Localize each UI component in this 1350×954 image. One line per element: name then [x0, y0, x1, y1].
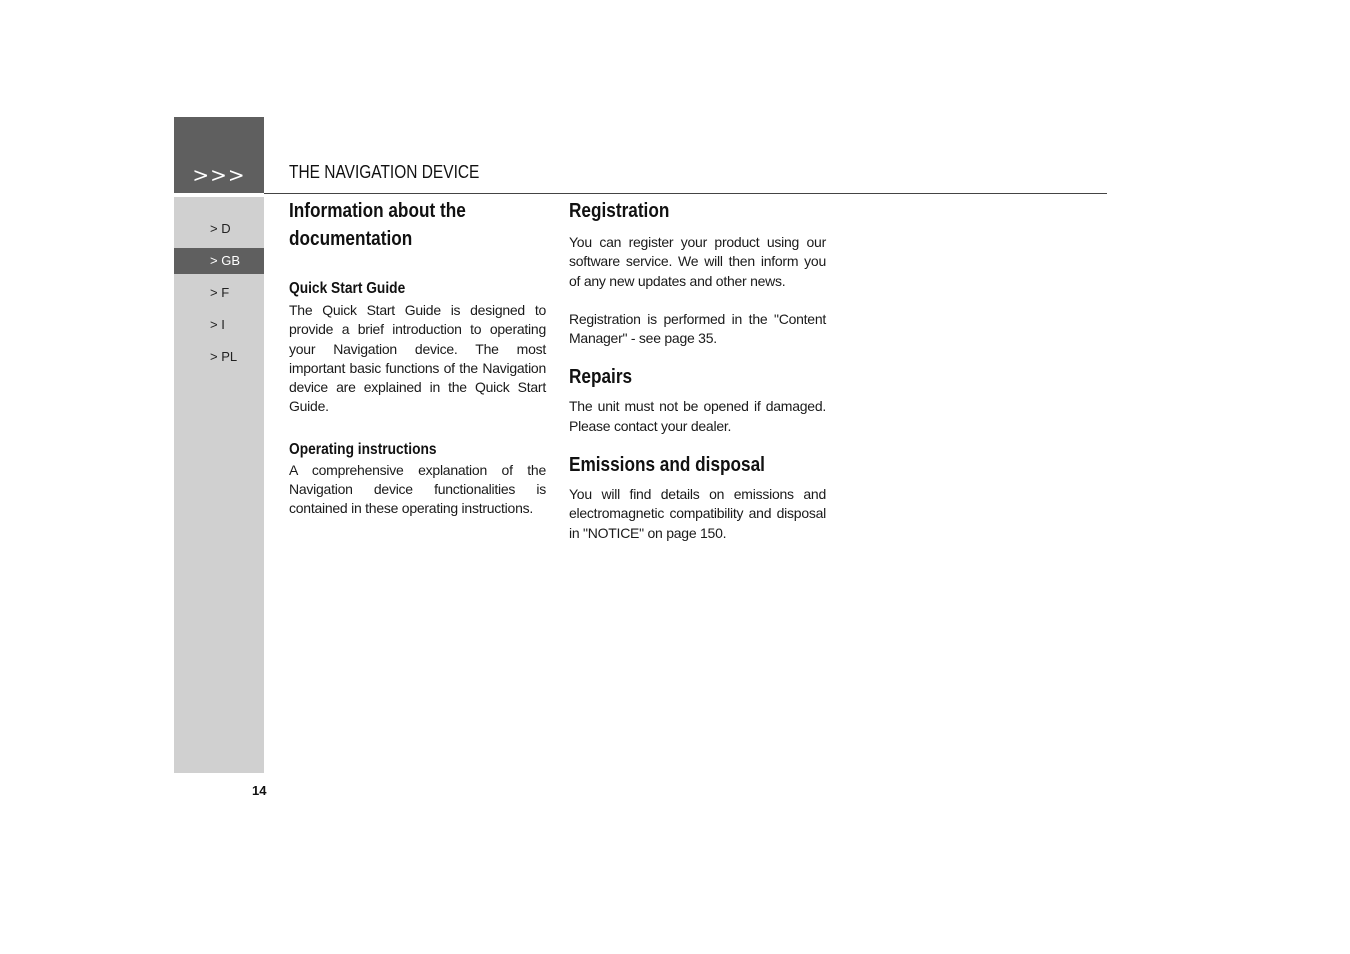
header-divider [264, 193, 1107, 194]
chevrons-icon: >>> [192, 163, 246, 187]
quick-start-text: The Quick Start Guide is designed to provide a brief introduction to operating your Navigation device. The most important basic functions of the Navigation device are explained in the Quick Start Guide. [289, 302, 546, 415]
operating-instructions-heading: Operating instructions [289, 440, 437, 458]
repairs-text: The unit must not be opened if damaged. Please contact your dealer. [569, 398, 826, 434]
registration-text: You can register your product using our software service. We will then inform you of any new updates and other news. [569, 234, 826, 289]
operating-instructions-text: A comprehensive explanation of the Navigation device functionalities is contained in these operating instructions. [289, 461, 546, 517]
language-list [174, 216, 264, 376]
section-title: THE NAVIGATION DEVICE [289, 162, 480, 182]
language-tab-d[interactable]: > D [210, 221, 231, 236]
emissions-text: You will find details on emissions and electromagnetic compatibility and disposal in "NOTICE" on page 150. [569, 486, 826, 541]
registration-heading: Registration [569, 200, 670, 222]
emissions-heading: Emissions and disposal [569, 454, 765, 477]
header-block [174, 117, 264, 193]
language-tab-gb[interactable]: > GB [174, 248, 264, 274]
registration-location-text: Registration is performed in the "Content Manager" - see page 35. [569, 310, 826, 347]
language-sidebar [174, 197, 264, 773]
page-number: 14 [252, 783, 267, 798]
right-column [569, 197, 826, 543]
quick-start-heading: Quick Start Guide [289, 280, 406, 297]
language-tab-pl[interactable]: > PL [210, 349, 238, 364]
left-column [289, 197, 546, 519]
documentation-heading: Information about the documentation [289, 200, 466, 250]
repairs-heading: Repairs [569, 366, 633, 389]
language-tab-f[interactable]: > F [210, 285, 230, 300]
language-tab-i[interactable]: > I [210, 317, 225, 332]
